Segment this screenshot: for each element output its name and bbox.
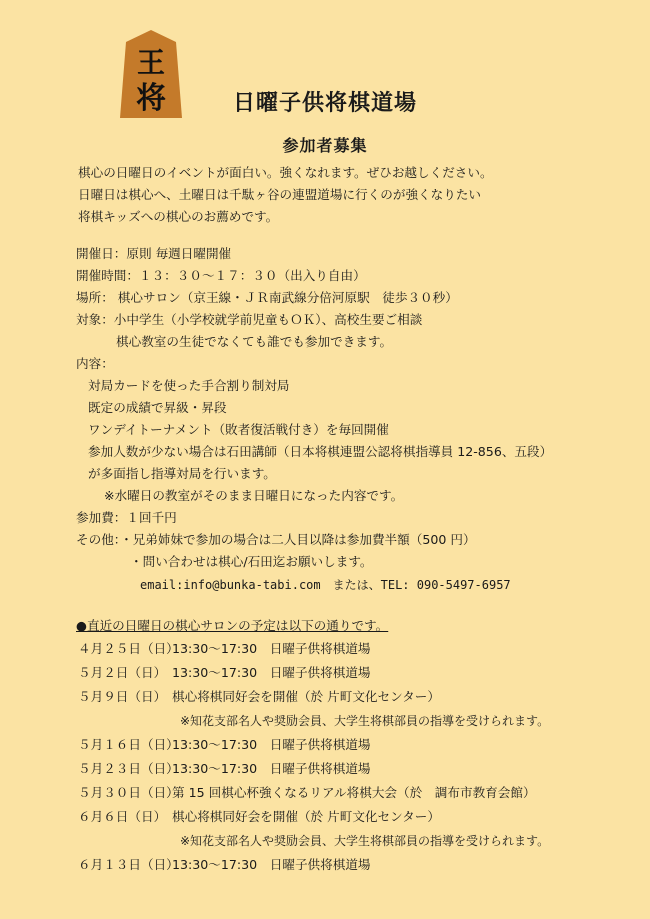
event-target-note: 棋心教室の生徒でなくても誰でも参加できます。 <box>116 334 393 349</box>
content-item: 対局カードを使った手合割り制対局 <box>88 378 290 393</box>
schedule-date: ５月９日（日） <box>78 689 167 704</box>
logo-char-bottom: 将 <box>136 81 166 116</box>
schedule-text: 第 15 回棋心杯強くなるリアル将棋大会（於 調布市教育会館） <box>172 785 536 800</box>
schedule-note: ※知花支部名人や奨励会員、大学生将棋部員の指導を受けられます。 <box>180 834 550 848</box>
event-dates: 開催日：原則 毎週日曜開催 <box>76 246 232 261</box>
intro-line: 棋心の日曜日のイベントが面白い。強くなれます。ぜひお越しください。 <box>78 165 493 180</box>
schedule-date: ６月６日（日） <box>78 809 167 824</box>
intro-line: 日曜日は棋心へ、土曜日は千駄ヶ谷の連盟道場に行くのが強くなりたい <box>78 187 481 202</box>
schedule-date: ５月３０日（日） <box>78 785 179 800</box>
schedule-text: 13:30～17:30 日曜子供将棋道場 <box>172 761 371 776</box>
content-note: ※水曜日の教室がそのまま日曜日になった内容です。 <box>104 488 404 503</box>
event-time: 開催時間：１３：３０～１７：３０（出入り自由） <box>76 268 366 283</box>
contact-email-tel: email:info@bunka-tabi.com または、TEL: 090-5497-6957 <box>140 578 511 592</box>
schedule-text: 棋心将棋同好会を開催（於 片町文化センター） <box>172 689 440 704</box>
schedule-text: 13:30～17:30 日曜子供将棋道場 <box>172 737 371 752</box>
content-item: 既定の成績で昇級・昇段 <box>88 400 227 415</box>
schedule-text: 13:30～17:30 日曜子供将棋道場 <box>172 665 371 680</box>
schedule-date: ５月１６日（日） <box>78 737 179 752</box>
schedule-text: 棋心将棋同好会を開催（於 片町文化センター） <box>172 809 440 824</box>
participation-fee: 参加費：１回千円 <box>76 510 177 525</box>
schedule-date: ５月２日（日） <box>78 665 167 680</box>
content-item: ワンデイトーナメント（敗者復活戦付き）を毎回開催 <box>88 422 389 437</box>
contact-info: ・問い合わせは棋心/石田迄お願いします。 <box>130 554 373 569</box>
schedule-text: 13:30～17:30 日曜子供将棋道場 <box>172 857 371 872</box>
content-heading: 内容： <box>76 356 114 371</box>
schedule-note: ※知花支部名人や奨励会員、大学生将棋部員の指導を受けられます。 <box>180 714 550 728</box>
schedule-date: ４月２５日（日） <box>78 641 179 656</box>
event-target: 対象：小中学生（小学校就学前児童もＯＫ）、高校生要ご相談 <box>76 312 423 327</box>
schedule-date: ５月２３日（日） <box>78 761 179 776</box>
intro-line: 将棋キッズへの棋心のお薦めです。 <box>78 209 279 224</box>
schedule-text: 13:30～17:30 日曜子供将棋道場 <box>172 641 371 656</box>
event-location: 場所： 棋心サロン（京王線・ＪＲ南武線分倍河原駅 徒歩３０秒） <box>76 290 458 305</box>
content-item: 参加人数が少ない場合は石田講師（日本将棋連盟公認将棋指導員 12-856、五段） <box>88 444 553 459</box>
schedule-heading: ●直近の日曜日の棋心サロンの予定は以下の通りです。 <box>76 618 389 633</box>
other-info: その他：・兄弟姉妹で参加の場合は二人目以降は参加費半額（500 円） <box>76 532 476 547</box>
page-subtitle: 参加者募集 <box>282 136 368 155</box>
page-title: 日曜子供将棋道場 <box>232 91 417 116</box>
content-item: が多面指し指導対局を行います。 <box>88 466 276 481</box>
schedule-date: ６月１３日（日） <box>78 857 179 872</box>
logo-char-top: 王 <box>136 46 166 79</box>
